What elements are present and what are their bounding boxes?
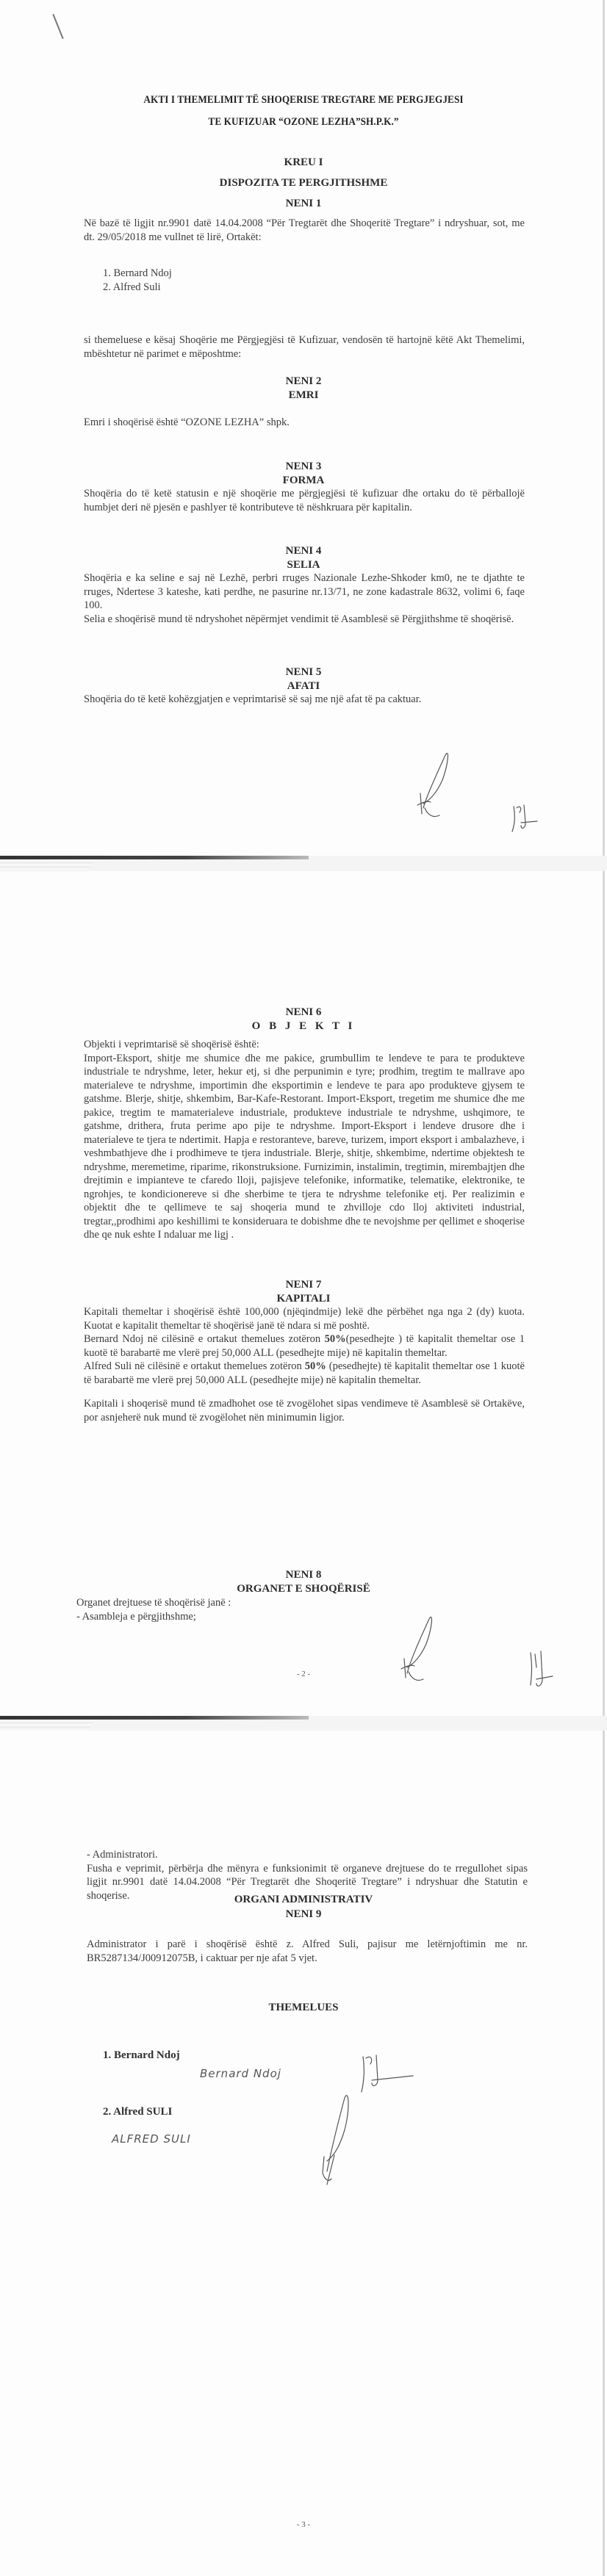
article-6-number: NENI 6 — [285, 1006, 322, 1018]
article-5-number: NENI 5 — [285, 666, 322, 678]
article-9-text: Administrator i parë i shoqërisë është z. Alfred Suli, pajisur me letërnjoftimin me nr. BR5287134/J00912075B, i caktuar per nje afat 5 vjet. — [87, 1938, 528, 1964]
partner-1-post: (pesedhejte ) të kapitalit themeltar ose 1 kuotë të barabartë me vlerë prej 50,000 ALL (pesedhejte mije) në kapitalin themeltar. — [84, 1333, 525, 1359]
signature-bernard-ndoj — [528, 1650, 557, 1694]
partner-2-pre: Alfred Suli në cilësinë e ortakut themelues zotëron — [84, 1360, 305, 1372]
scan-shadow — [0, 856, 309, 859]
page-2 — [0, 871, 605, 1716]
document-title-line1: AKTI I THEMELIMIT TË SHOQERISE TREGTARE ME PERGJEGJESI — [143, 94, 464, 106]
article-7-text — [84, 1305, 525, 1424]
article-5-text: Shoqëria do të ketë kohëzgjatjen e veprimtarisë së saj me një afat të pa caktuar. — [84, 693, 422, 705]
article-1-closing: si themeluese e kësaj Shoqërie me Përgjegjësi të Kufizuar, vendosën të hartojnë këtë Akt Themelimi, mbështetur në parimet e mëposhtme: — [84, 334, 525, 360]
scan-shadow — [0, 1716, 309, 1720]
partners-list — [103, 267, 172, 294]
article-7-partner-1 — [84, 1332, 525, 1360]
article-4-text — [84, 571, 525, 626]
page-3 — [0, 1731, 605, 2576]
page-break-1 — [0, 856, 607, 871]
article-5-title: AFATI — [287, 680, 320, 692]
article-8-item-administrator: - Administratori. — [87, 1849, 158, 1861]
article-7-title: KAPITALI — [276, 1293, 331, 1305]
founder-2-label: 2. Alfred SULI — [103, 2106, 173, 2118]
signature-alfred-suli — [397, 1613, 441, 1686]
founder-1-label: 1. Bernard Ndoj — [103, 2049, 180, 2061]
partner-2-share: 50% — [304, 1360, 326, 1372]
page-number-3: - 3 - — [296, 2520, 311, 2529]
article-8-intro: Organet drejtuese të shoqërisë janë : — [76, 1597, 231, 1609]
document-title-line2: TE KUFIZUAR “OZONE LEZHA”SH.P.K.” — [208, 116, 399, 128]
article-8-item-assembly: - Asambleja e përgjithshme; — [76, 1610, 196, 1623]
article-3-number: NENI 3 — [285, 461, 322, 472]
article-1-intro: Në bazë të ligjit nr.9901 datë 14.04.2008 “Për Tregtarët dhe Shoqeritë Tregtare” i ndryshuar, sot, me dt. 29/05/2018 me vullnet të lirë, Ortakët: — [84, 217, 525, 243]
founder-2-signature — [312, 2090, 356, 2186]
article-4-change-note: Selia e shoqërisë mund të ndryshohet nëpërmjet vendimit të Asamblesë së Përgjithshme të shoqërisë. — [84, 613, 514, 625]
article-9-section: ORGANI ADMINISTRATIV — [234, 1894, 373, 1905]
article-3-text: Shoqëria do të ketë statusin e një shoqërie me përgjegjësi të kufizuar dhe ortaku do të përballojë humbjet deri në pjesën e pashlyer të kontributeve të nëshkruara për kapitalin. — [84, 488, 525, 513]
partner-item: 2. Alfred Suli — [103, 281, 161, 293]
partner-1-pre: Bernard Ndoj në cilësinë e ortakut themelues zotëron — [84, 1333, 325, 1345]
article-7-number: NENI 7 — [285, 1279, 322, 1291]
founder-1-handwritten-name: Bernard Ndoj — [200, 2067, 281, 2080]
article-2-text: Emri i shoqërisë është “OZONE LEZHA” shpk. — [84, 416, 290, 428]
partner-item: 1. Bernard Ndoj — [103, 267, 172, 279]
founder-1-signature — [359, 2054, 417, 2098]
article-1-number: NENI 1 — [285, 198, 322, 209]
article-8-intro-block — [76, 1596, 517, 1623]
page-1 — [0, 0, 605, 856]
page-number-2: - 2 - — [296, 1670, 311, 1678]
article-3-title: FORMA — [282, 475, 325, 486]
article-6-title: O B J E K T I — [251, 1020, 356, 1032]
article-6-activities: Import-Eksport, shitje me shumice dhe me pakice, grumbullim te lendeve te para te produkteve industriale te ndryshme, leter, hekur etj, si dhe perpunimin e tyre; prodhim, tregtim te mallrave apo materialeve te ndryshme, importimin dhe eksportimin e lendeve te para apo produkteve gjysem te gatshme. Blerje, shitje, shkembim, Bar-Kafe-Restorant. Import-Eksport, tregetim me shumice dhe me pakice, tregtim te mamaterialeve industriale, produkteve industriale te ndryshme, ushqimore, te gatshme, drithera, fruta perime apo pije te ndryshme. Import-Eksport i lendeve drusore dhe i materialeve te tjera te ndertimit. Hapja e restoranteve, bareve, turizem, import eksport i ambalazheve, i veshmbathjeve dhe i prodhimeve te tjera industriale. Blerje, shitje, shkembime, ndertime objektesh te ndryshme, meremetime, riparime, rikonstruksione. Furnizimin, instalimin, tregtimin, mirembajtjen dhe drejtimin e impianteve te cfaredo lloji, pajisjeve telefonike, informatike, telematike, elektronike, te ngrohjes, te kondicionereve si dhe sherbime te tjera te ndryshme telefonike etj. Per realizimin e objektit dhe te qellimeve te saj shoqeria mund te zhvilloje cdo lloj aktiviteti industrial, tregtar,,prodhimi apo keshillimi te konsideruara te dobishme dhe te nevojshme per qellimet e shoqerise dhe qe nuk eshte I ndaluar me ligj . — [84, 1052, 525, 1241]
article-8-title: ORGANET E SHOQËRISË — [237, 1583, 370, 1595]
article-4-title: SELIA — [287, 559, 320, 571]
chapter-heading: KREU I — [284, 156, 323, 168]
pen-mark — [52, 14, 63, 39]
article-7-capital: Kapitali themeltar i shoqërisë është 100,000 (njëqindmije) lekë dhe përbëhet nga nga 2 (dy) kuota. Kuotat e kapitalit themeltar të shoqërisë janë të ndara si më poshtë. — [84, 1306, 525, 1332]
article-8-text: Fusha e veprimit, përbërja dhe mënyra e funksionimit të organeve drejtuese do te rregullohet sipas ligjit nr.9901 datë 14.04.2008 “Për Tregtarët dhe Shoqeritë Tregtare” i ndryshuar dhe Statutin e shoqerise. — [87, 1862, 528, 1902]
partner-2-post: (pesedhejte) të kapitalit themeltar ose 1 kuotë të barabartë me vlerë prej 50,000 ALL (pesedhejte mije) në kapitalin themeltar. — [84, 1360, 525, 1386]
article-6-text — [84, 1038, 525, 1242]
article-2-number: NENI 2 — [285, 375, 322, 387]
chapter-title: DISPOZITA TE PERGJITHSHME — [219, 177, 388, 189]
article-8-number: NENI 8 — [285, 1569, 322, 1581]
article-2-title: EMRI — [288, 389, 319, 401]
article-4-address: Shoqëria e ka seline e saj në Lezhë, perbri rruges Nazionale Lezhe-Shkoder km0, ne te djathte te rruges, Ndertese 3 kateshe, kati perdhe, ne pasurine nr.13/71, ne zone kadastrale 8632, volimi 6, faqe 100. — [84, 572, 525, 611]
signature-alfred-suli — [413, 749, 457, 823]
article-9-number: NENI 9 — [285, 1908, 322, 1920]
partner-1-share: 50% — [324, 1333, 346, 1345]
article-7-partner-2 — [84, 1360, 525, 1387]
article-4-number: NENI 4 — [285, 545, 322, 557]
page-break-2 — [0, 1716, 607, 1731]
founder-2-handwritten-name: ALFRED SULI — [112, 2132, 191, 2146]
article-7-capital-change: Kapitali i shoqerisë mund të zmadhohet ose të zvogëlohet sipas vendimeve të Asamblesë së Ortakëve, por asnjeherë nuk mund të zvogëlohet nën minimumin ligjor. — [84, 1398, 525, 1424]
signature-bernard-ndoj — [511, 801, 540, 837]
article-6-intro: Objekti i veprimtarisë së shoqërisë është: — [84, 1039, 259, 1050]
founders-title: THEMELUES — [268, 2002, 339, 2013]
